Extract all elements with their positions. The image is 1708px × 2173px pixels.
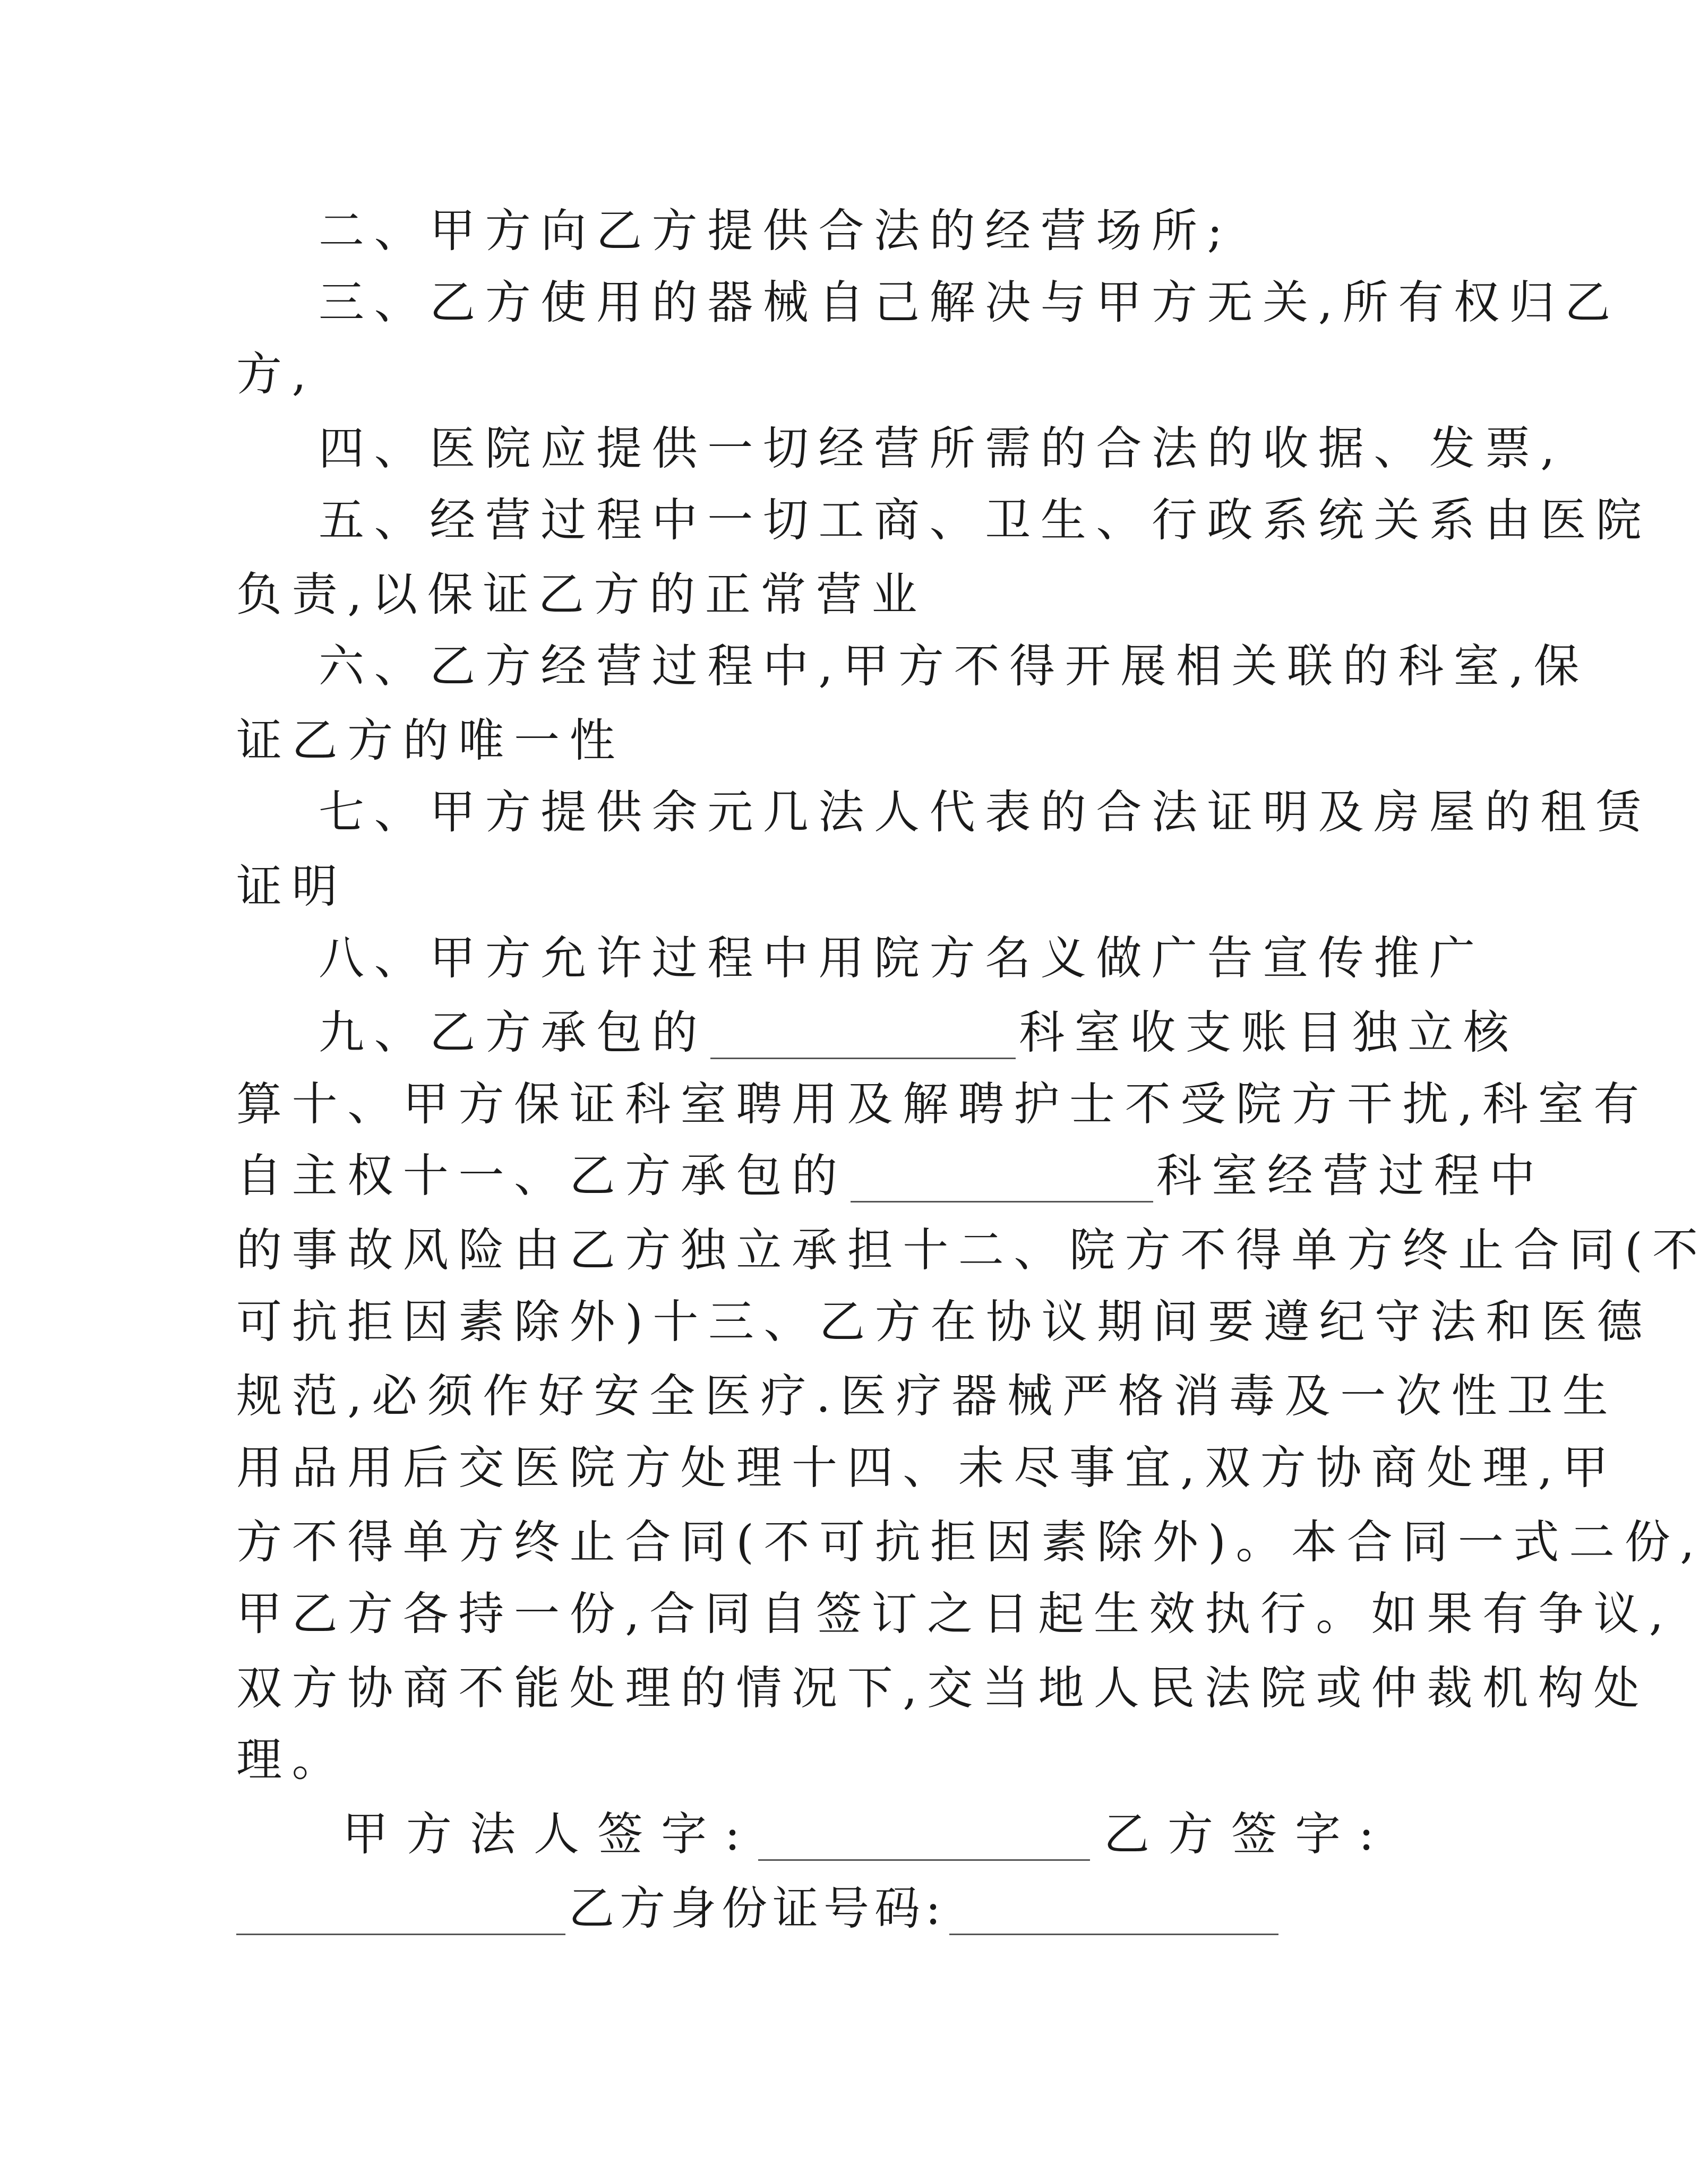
clause-2: 二、甲方向乙方提供合法的经营场所; <box>319 204 1233 257</box>
clause-11-text-before: 自主权十一、乙方承包的 <box>236 1149 847 1203</box>
clause-5-cont: 负责,以保证乙方的正常营业 <box>236 568 928 621</box>
clause-14: 用品用后交医院方处理十四、未尽事宜,双方协商处理,甲 <box>236 1441 1618 1495</box>
party-b-signature-label: 乙方签字: <box>1103 1808 1392 1861</box>
department-blank-1 <box>710 1013 1016 1059</box>
clause-6-cont: 证乙方的唯一性 <box>236 714 625 767</box>
clause-11-text-after: 科室经营过程中 <box>1156 1149 1545 1203</box>
party-a-signature-label: 甲方法人签字: <box>342 1808 758 1861</box>
clause-11 <box>236 1149 1545 1203</box>
clause-8: 八、甲方允许过程中用院方名义做广告宣传推广 <box>319 932 1485 985</box>
clause-13: 可抗拒因素除外)十三、乙方在协议期间要遵纪守法和医德 <box>236 1295 1653 1349</box>
party-b-signature-blank <box>236 1889 565 1935</box>
clause-12: 的事故风险由乙方独立承担十二、院方不得单方终止合同(不 <box>236 1224 1708 1277</box>
department-blank-2 <box>851 1156 1153 1203</box>
closing-4: 理。 <box>236 1733 348 1787</box>
clause-6: 六、乙方经营过程中,甲方不得开展相关联的科室,保 <box>319 640 1590 693</box>
id-number-line <box>236 1882 1317 1935</box>
clause-3: 三、乙方使用的器械自己解决与甲方无关,所有权归乙 <box>319 276 1620 329</box>
id-number-blank <box>949 1889 1278 1935</box>
closing-3: 双方协商不能处理的情况下,交当地人民法院或仲裁机构处 <box>236 1662 1649 1715</box>
clause-13-cont: 规范,必须作好安全医疗.医疗器械严格消毒及一次性卫生 <box>236 1370 1618 1423</box>
id-number-label: 乙方身份证号码: <box>569 1882 946 1935</box>
clause-9-text-before: 九、乙方承包的 <box>319 1006 708 1059</box>
clause-7-cont: 证明 <box>236 860 348 913</box>
closing-1: 方不得单方终止合同(不可抗拒因素除外)。本合同一式二份, <box>236 1516 1705 1569</box>
clause-10: 算十、甲方保证科室聘用及解聘护士不受院方干扰,科室有 <box>236 1078 1649 1131</box>
clause-5: 五、经营过程中一切工商、卫生、行政系统关系由医院 <box>319 494 1652 547</box>
party-a-signature-blank <box>758 1815 1090 1861</box>
clause-4: 四、医院应提供一切经营所需的合法的收据、发票, <box>319 422 1565 475</box>
signature-line <box>342 1808 1392 1861</box>
clause-7: 七、甲方提供余元几法人代表的合法证明及房屋的租赁 <box>319 786 1652 839</box>
clause-9-text-after: 科室收支账目独立核 <box>1019 1006 1519 1059</box>
closing-2: 甲乙方各持一份,合同自签订之日起生效执行。如果有争议, <box>236 1587 1673 1641</box>
clause-3-cont: 方, <box>236 348 316 401</box>
clause-9 <box>319 1006 1519 1059</box>
